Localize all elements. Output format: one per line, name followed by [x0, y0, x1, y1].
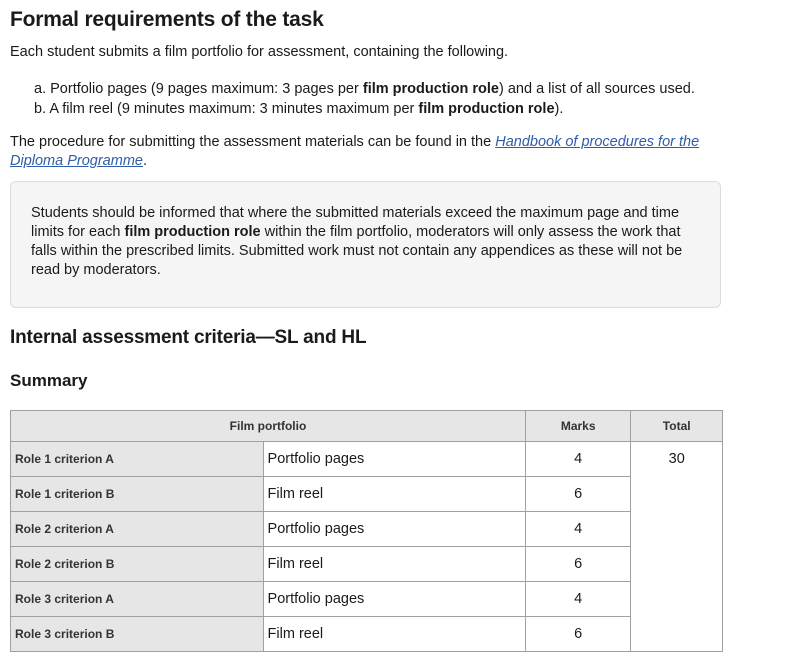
note-box: Students should be informed that where the submitted materials exceed the maximum page and time limits for each film production role within the film portfolio, moderators will only assess the work that falls within the prescribed limits. Submitted work must not contain any appendices as these will not be read by moderators. — [10, 181, 721, 308]
summary-heading: Summary — [10, 371, 88, 390]
total-cell: 30 — [631, 442, 723, 652]
criterion-cell: Role 1 criterion A — [11, 442, 264, 477]
criterion-cell: Role 2 criterion A — [11, 512, 264, 547]
table-row — [11, 582, 723, 617]
requirement-item: b. A film reel (9 minutes maximum: 3 minutes maximum per film production role). — [34, 101, 564, 117]
handbook-link[interactable]: Handbook of procedures for the Diploma Programme — [10, 134, 700, 169]
procedure-text: The procedure for submitting the assessment materials can be found in the Handbook of procedures for the Diploma Programme. — [10, 134, 700, 169]
component-cell: Portfolio pages — [263, 512, 525, 547]
header-total: Total — [631, 411, 723, 442]
criterion-cell: Role 1 criterion B — [11, 477, 264, 512]
marks-cell: 4 — [525, 582, 630, 617]
table-row — [11, 547, 723, 582]
component-cell: Portfolio pages — [263, 442, 525, 477]
criterion-cell: Role 3 criterion A — [11, 582, 264, 617]
table-row — [11, 442, 723, 477]
table-row — [11, 512, 723, 547]
section-heading: Internal assessment criteria—SL and HL — [10, 327, 367, 348]
header-marks: Marks — [525, 411, 630, 442]
criterion-cell: Role 2 criterion B — [11, 547, 264, 582]
marks-cell: 6 — [525, 547, 630, 582]
marks-cell: 4 — [525, 442, 630, 477]
component-cell: Film reel — [263, 477, 525, 512]
summary-table — [10, 410, 723, 652]
marks-cell: 6 — [525, 617, 630, 652]
requirement-item: a. Portfolio pages (9 pages maximum: 3 pages per film production role) and a list of all sources used. — [34, 81, 695, 97]
component-cell: Film reel — [263, 617, 525, 652]
marks-cell: 4 — [525, 512, 630, 547]
table-row — [11, 477, 723, 512]
marks-cell: 6 — [525, 477, 630, 512]
header-film-portfolio: Film portfolio — [11, 411, 526, 442]
criterion-cell: Role 3 criterion B — [11, 617, 264, 652]
table-row — [11, 617, 723, 652]
table-header-row — [11, 411, 723, 442]
page-title: Formal requirements of the task — [10, 8, 324, 31]
requirements-list — [34, 79, 695, 119]
intro-text: Each student submits a film portfolio for assessment, containing the following. — [10, 44, 509, 60]
component-cell: Film reel — [263, 547, 525, 582]
component-cell: Portfolio pages — [263, 582, 525, 617]
